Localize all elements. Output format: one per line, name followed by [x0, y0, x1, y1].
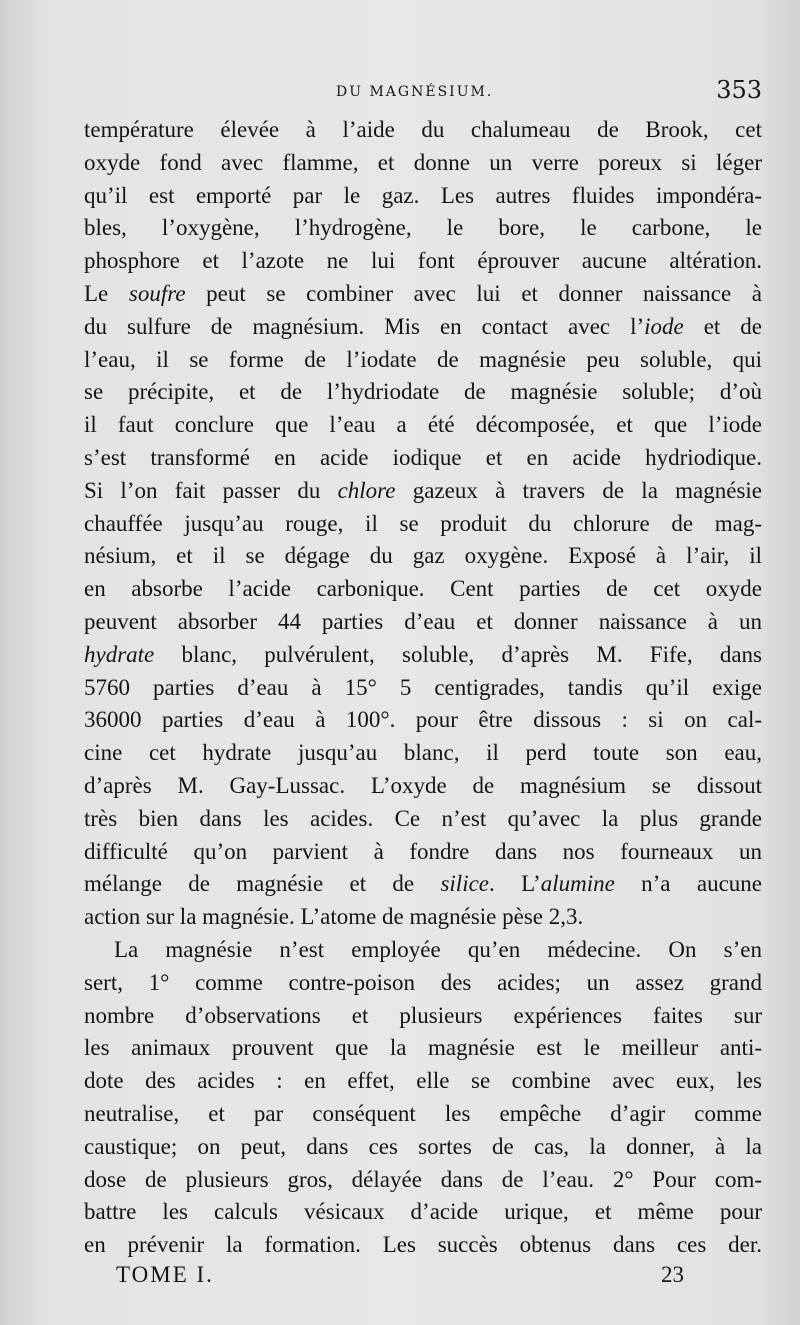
paragraph: [84, 114, 762, 934]
text-line: dote des acides : en effet, elle se combine avec eux, les: [84, 1068, 762, 1094]
body-text: [84, 114, 762, 1262]
text-line: La magnésie n’est employée qu’en médecine. On s’en: [114, 936, 762, 962]
text-line: nésium, et il se dégage du gaz oxygène. Exposé à l’air, il: [84, 543, 762, 569]
text-line: sert, 1° comme contre-poison des acides; un assez grand: [84, 969, 762, 995]
volume-signature: TOME I.: [116, 1262, 214, 1287]
text-line: difficulté qu’on parvient à fondre dans nos fourneaux un: [84, 838, 762, 864]
text-line: phosphore et l’azote ne lui font éprouver aucune altération.: [84, 248, 762, 274]
text-line: d’après M. Gay-Lussac. L’oxyde de magnésium se dissout: [84, 772, 762, 798]
text-line: du sulfure de magnésium. Mis en contact avec l’iode et de: [84, 313, 762, 339]
text-line: qu’il est emporté par le gaz. Les autres fluides impondéra-: [84, 182, 762, 208]
text-line: dose de plusieurs gros, délayée dans de l’eau. 2° Pour com-: [84, 1166, 762, 1192]
text-line: en absorbe l’acide carbonique. Cent parties de cet oxyde: [84, 576, 762, 602]
page-footer: [116, 1262, 684, 1294]
text-line: s’est transformé en acide iodique et en acide hydriodique.: [84, 444, 762, 470]
text-line: Si l’on fait passer du chlore gazeux à travers de la magnésie: [84, 477, 763, 503]
page-header: [84, 76, 762, 106]
text-line: Le soufre peut se combiner avec lui et donner naissance à: [84, 280, 762, 306]
text-line: 5760 parties d’eau à 15° 5 centigrades, tandis qu’il exige: [84, 674, 762, 700]
text-line: chauffée jusqu’au rouge, il se produit du chlorure de mag-: [84, 510, 762, 536]
text-line: en prévenir la formation. Les succès obtenus dans ces der.: [84, 1232, 762, 1258]
paragraph: [84, 934, 762, 1262]
text-line: bles, l’oxygène, l’hydrogène, le bore, le carbone, le: [84, 215, 762, 241]
text-line: les animaux prouvent que la magnésie est le meilleur anti-: [84, 1035, 762, 1061]
text-line: mélange de magnésie et de silice. L’alumine n’a aucune: [84, 871, 762, 897]
text-line: caustique; on peut, dans ces sortes de cas, la donner, à la: [84, 1133, 762, 1159]
text-line: neutralise, et par conséquent les empêche d’agir comme: [84, 1100, 762, 1126]
text-line: battre les calculs vésicaux d’acide urique, et même pour: [84, 1199, 762, 1225]
text-line: température élevée à l’aide du chalumeau de Brook, cet: [84, 117, 762, 142]
text-line: nombre d’observations et plusieurs expériences faites sur: [84, 1002, 762, 1028]
text-line: oxyde fond avec flamme, et donne un verre poreux si léger: [84, 149, 762, 175]
text-line: très bien dans les acides. Ce n’est qu’avec la plus grande: [84, 805, 762, 831]
text-line: 36000 parties d’eau à 100°. pour être dissous : si on cal-: [84, 707, 762, 733]
running-title: DU MAGNÉSIUM.: [336, 84, 494, 100]
text-line: se précipite, et de l’hydriodate de magnésie soluble; d’où: [84, 379, 762, 405]
text-line: peuvent absorber 44 parties d’eau et donner naissance à un: [84, 608, 762, 634]
page-number: 353: [716, 76, 762, 104]
text-line: action sur la magnésie. L’atome de magnésie pèse 2,3.: [84, 904, 584, 930]
text-line: l’eau, il se forme de l’iodate de magnésie peu soluble, qui: [84, 346, 762, 372]
signature-mark: 23: [661, 1262, 684, 1287]
text-line: hydrate blanc, pulvérulent, soluble, d’après M. Fife, dans: [84, 641, 762, 667]
text-line: il faut conclure que l’eau a été décomposée, et que l’iode: [84, 412, 762, 438]
text-line: cine cet hydrate jusqu’au blanc, il perd toute son eau,: [84, 740, 762, 766]
